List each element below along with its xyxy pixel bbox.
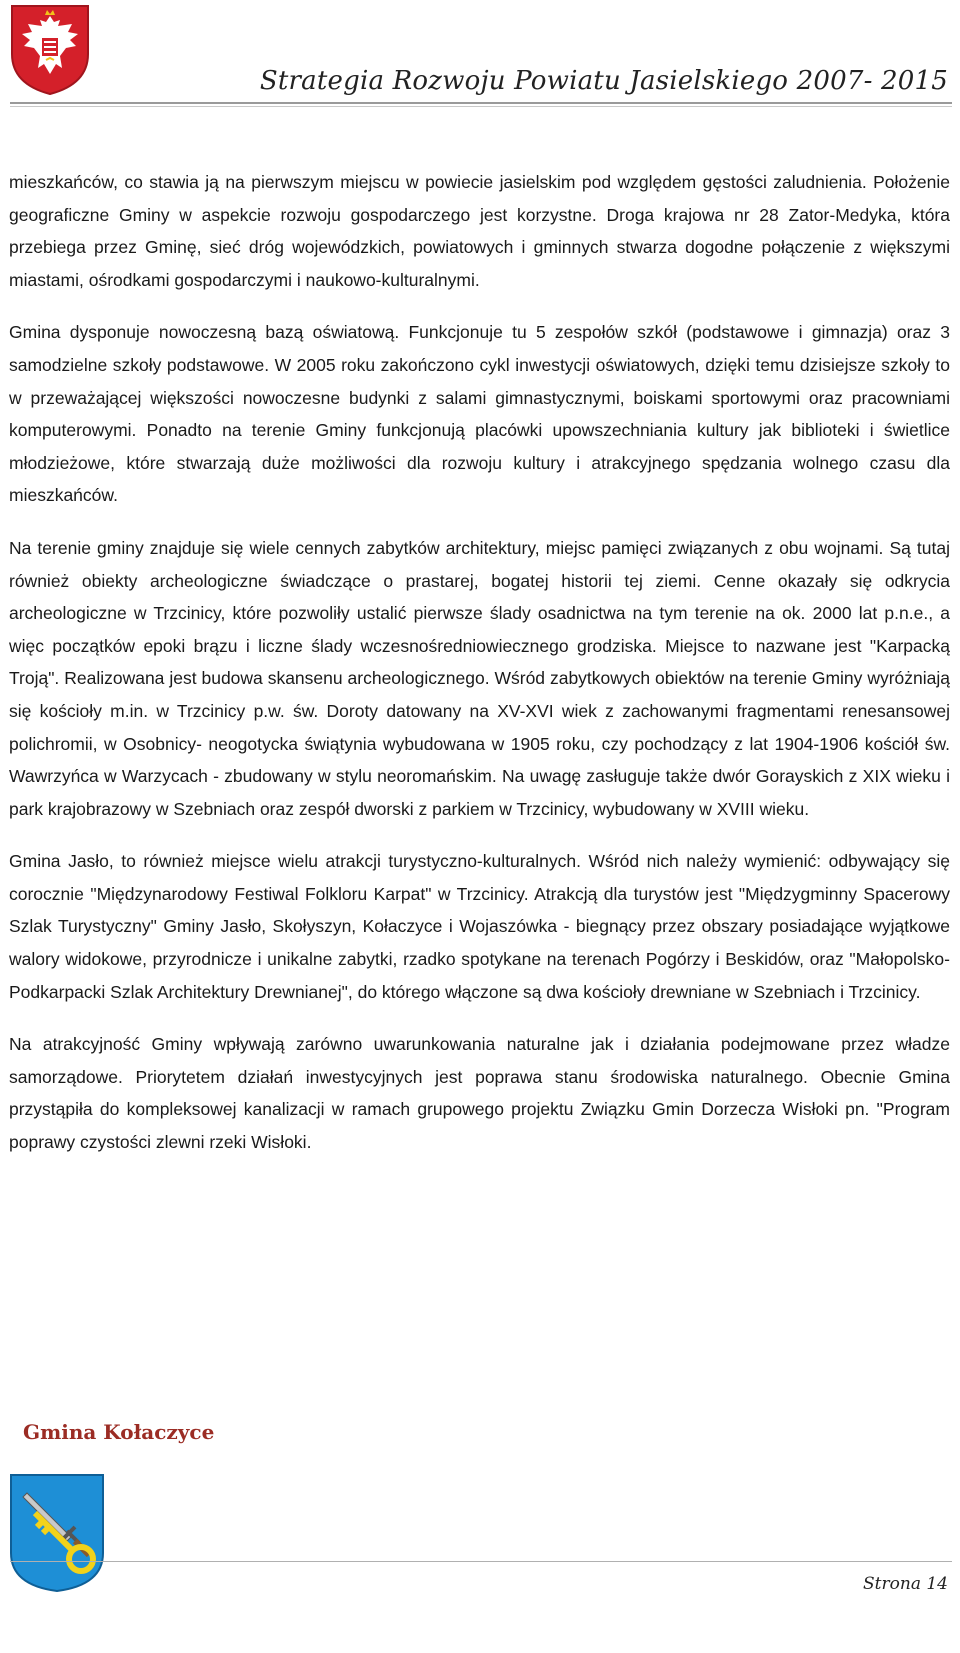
document-title: Strategia Rozwoju Powiatu Jasielskiego 2007- 2015 [259,66,948,96]
paragraph-4: Gmina Jasło, to również miejsce wielu atrakcji turystyczno-kulturalnych. Wśród nich należy wymienić: odbywający się corocznie "Międzynarodowy Festiwal Folkloru Karpat" w Trzcinicy. Atrakcją dla turystów jest "Międzygminny Spacerowy Szlak Turystyczny" Gminy Jasło, Skołyszyn, Kołaczyce i Wojaszówka - biegnący przez obszary posiadające wyjątkowe walory widokowe, przyrodnicze i unikalne zabytki, rzadko spotykane na terenach Pogórzy i Beskidów, oraz "Małopolsko-Podkarpacki Szlak Architektury Drewnianej", do którego włączone są dwa kościoły drewniane w Szebniach i Trzcinicy. [9,851,950,1002]
paragraph-1: mieszkańców, co stawia ją na pierwszym miejscu w powiecie jasielskim pod względem gęstości zaludnienia. Położenie geograficzne Gminy w aspekcie rozwoju gospodarczego jest korzystne. Droga krajowa nr 28 Zator-Medyka, która przebiega przez Gminę, sieć dróg wojewódzkich, powiatowych i gminnych stwarza dogodne połączenie z większymi miastami, ośrodkami gospodarczymi i naukowo-kulturalnymi. [9,172,950,290]
kolaczyce-coat-of-arms-icon [9,1473,105,1593]
paragraph-2: Gmina dysponuje nowoczesną bazą oświatową. Funkcjonuje tu 5 zespołów szkół (podstawowe i gimnazja) oraz 3 samodzielne szkoły podstawowe. W 2005 roku zakończono cykl inwestycji oświatowych, dzięki temu dzisiejsze szkoły to w przeważającej większości nowoczesne budynki z salami gimnastycznymi, boiskami sportowymi oraz pracowniami komputerowymi. Ponadto na terenie Gminy funkcjonują placówki upowszechniania kultury jak biblioteki i świetlice młodzieżowe, które stwarzają duże możliwości dla rozwoju kultury i atrakcyjnego spędzania wolnego czasu dla mieszkańców. [9,322,950,506]
section-heading: Gmina Kołaczyce [23,1420,215,1444]
header-divider-thin [10,106,952,107]
header-divider [10,102,952,104]
page-number: Strona 14 [863,1574,948,1594]
footer-divider [10,1561,952,1562]
paragraph-3: Na terenie gminy znajduje się wiele cennych zabytków architektury, miejsc pamięci związanych z obu wojnami. Są tutaj również obiekty archeologiczne świadczące o prastarej, bogatej historii tej ziemi. Cenne okazały się odkrycia archeologiczne w Trzcinicy, które pozwoliły ustalić pierwsze ślady osadnictwa na tym terenie na ok. 2000 lat p.n.e., a więc początków epoki brązu i liczne ślady wczesnośredniowiecznego grodziska. Miejsce to nazwane jest "Karpacką Troją". Realizowana jest budowa skansenu archeologicznego. Wśród zabytkowych obiektów na terenie Gminy wyróżniają się kościoły m.in. w Trzcinicy p.w. św. Doroty datowany na XV-XVI wiek z zachowanymi fragmentami renesansowej polichromii, w Osobnicy- neogotycka świątynia wybudowana w 1905 roku, czy pochodzący z lat 1904-1906 kościół św. Wawrzyńca w Warzycach - zbudowany w stylu neoromańskim. Na uwagę zasługuje także dwór Gorayskich z XIX wieku i park krajobrazowy w Szebniach oraz zespół dworski z parkiem w Trzcinicy, wybudowany w XVIII wieku. [9,537,950,819]
powiat-coat-of-arms-icon [10,4,90,96]
page-header [0,0,960,110]
document-body [9,166,950,1179]
paragraph-5: Na atrakcyjność Gminy wpływają zarówno uwarunkowania naturalne jak i działania podejmowane przez władze samorządowe. Priorytetem działań inwestycyjnych jest poprawa stanu środowiska naturalnego. Obecnie Gmina przystąpiła do kompleksowej kanalizacji w ramach grupowego projektu Związku Gmin Dorzecza Wisłoki pn. "Program poprawy czystości zlewni rzeki Wisłoki. [9,1034,950,1153]
